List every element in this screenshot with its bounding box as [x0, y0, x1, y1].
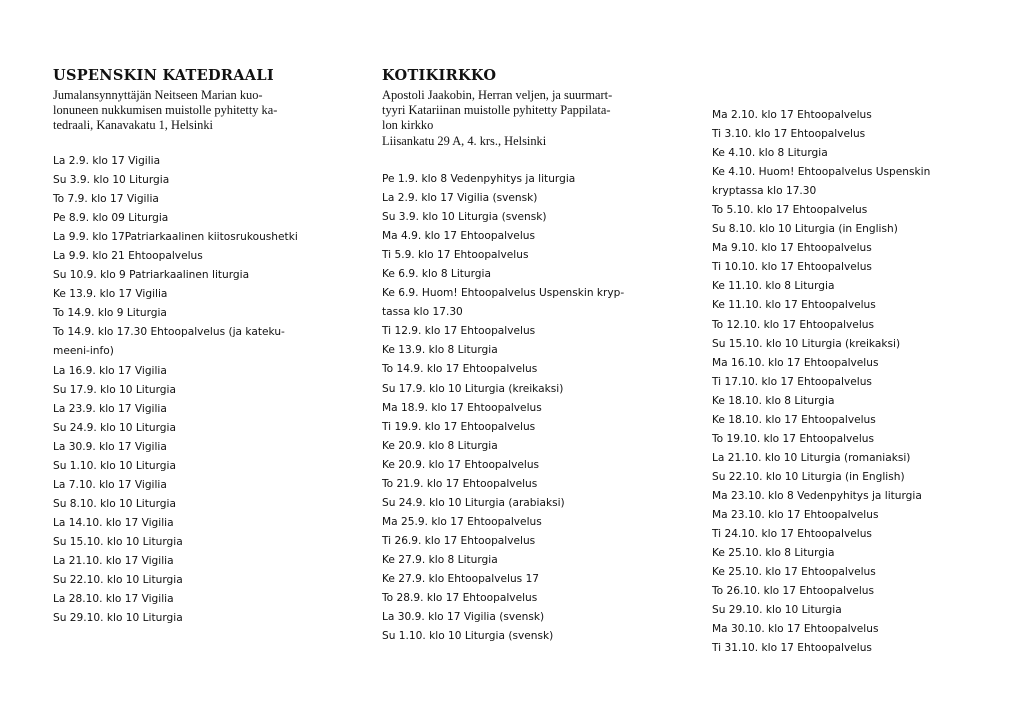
event-line: La 16.9. klo 17 Vigilia — [53, 364, 167, 377]
cathedral-subtitle-line: lonuneen nukkumisen muistolle pyhitetty ka- — [53, 103, 278, 118]
home-church-title: KOTIKIRKKO — [382, 67, 497, 84]
event-line: Su 22.10. klo 10 Liturgia — [53, 574, 183, 587]
event-line: To 26.10. klo 17 Ehtoopalvelus — [712, 585, 875, 598]
event-line: tassa klo 17.30 — [382, 306, 463, 319]
home-church-subtitle-line: lon kirkko — [382, 118, 434, 133]
event-line: Ti 31.10. klo 17 Ehtoopalvelus — [712, 642, 872, 655]
event-line: Su 24.9. klo 10 Liturgia — [53, 421, 176, 434]
event-line: Su 24.9. klo 10 Liturgia (arabiaksi) — [382, 496, 565, 509]
event-line: Ke 25.10. klo 8 Liturgia — [712, 547, 835, 560]
home-church-subtitle-line: Liisankatu 29 A, 4. krs., Helsinki — [382, 133, 547, 148]
home-church-subtitle-line: Apostoli Jaakobin, Herran veljen, ja suurmart- — [382, 88, 613, 102]
home-church-subtitle — [382, 88, 612, 149]
cathedral-subtitle — [53, 88, 277, 134]
event-line: To 5.10. klo 17 Ehtoopalvelus — [712, 204, 868, 217]
event-line: Ke 11.10. klo 8 Liturgia — [712, 280, 835, 293]
event-line: kryptassa klo 17.30 — [712, 185, 817, 198]
event-line: Ma 9.10. klo 17 Ehtoopalvelus — [712, 242, 872, 255]
event-line: To 12.10. klo 17 Ehtoopalvelus — [712, 318, 875, 331]
event-line: Ke 4.10. Huom! Ehtoopalvelus Uspenskin — [712, 166, 931, 179]
event-line: La 28.10. klo 17 Vigilia — [53, 593, 174, 606]
event-line: Pe 1.9. klo 8 Vedenpyhitys ja liturgia — [382, 173, 576, 185]
event-line: Ke 20.9. klo 8 Liturgia — [382, 439, 498, 452]
event-line: Ti 19.9. klo 17 Ehtoopalvelus — [382, 420, 536, 433]
event-line: Su 1.10. klo 10 Liturgia (svensk) — [382, 630, 554, 643]
event-line: Ke 25.10. klo 17 Ehtoopalvelus — [712, 566, 876, 579]
event-line: Ke 27.9. klo Ehtoopalvelus 17 — [382, 572, 540, 585]
event-line: Ti 12.9. klo 17 Ehtoopalvelus — [382, 325, 536, 338]
event-line: Su 3.9. klo 10 Liturgia — [53, 174, 170, 187]
event-line: Ke 20.9. klo 17 Ehtoopalvelus — [382, 458, 540, 471]
event-line: Ke 4.10. klo 8 Liturgia — [712, 147, 828, 160]
event-line: Ma 2.10. klo 17 Ehtoopalvelus — [712, 109, 872, 121]
cathedral-events — [53, 152, 298, 628]
event-line: La 2.9. klo 17 Vigilia — [53, 155, 161, 167]
event-line: To 14.9. klo 17 Ehtoopalvelus — [382, 363, 538, 376]
home-church-subtitle-line: tyyri Katariinan muistolle pyhitetty Pappilata- — [382, 103, 611, 118]
event-line: Ti 17.10. klo 17 Ehtoopalvelus — [712, 375, 872, 388]
event-line: Ma 16.10. klo 17 Ehtoopalvelus — [712, 356, 879, 369]
event-line: Ma 25.9. klo 17 Ehtoopalvelus — [382, 515, 542, 528]
event-line: Ke 6.9. Huom! Ehtoopalvelus Uspenskin kryp- — [382, 287, 625, 300]
event-line: Ma 4.9. klo 17 Ehtoopalvelus — [382, 230, 536, 243]
event-line: La 21.10. klo 10 Liturgia (romaniaksi) — [712, 451, 911, 464]
cathedral-title: USPENSKIN KATEDRAALI — [53, 67, 274, 84]
cathedral-subtitle-line: Jumalansynnyttäjän Neitseen Marian kuo- — [53, 88, 263, 102]
event-line: La 9.9. klo 21 Ehtoopalvelus — [53, 250, 203, 263]
event-line: Ma 23.10. klo 17 Ehtoopalvelus — [712, 508, 879, 521]
event-line: La 30.9. klo 17 Vigilia (svensk) — [382, 611, 545, 624]
event-line: Pe 8.9. klo 09 Liturgia — [53, 212, 169, 225]
event-line: To 28.9. klo 17 Ehtoopalvelus — [382, 592, 538, 605]
event-line: Ke 27.9. klo 8 Liturgia — [382, 553, 498, 566]
event-line: Ma 23.10. klo 8 Vedenpyhitys ja liturgia — [712, 489, 922, 502]
event-line: Su 29.10. klo 10 Liturgia — [53, 612, 183, 625]
event-line: Ma 30.10. klo 17 Ehtoopalvelus — [712, 623, 879, 636]
event-line: La 14.10. klo 17 Vigilia — [53, 516, 174, 529]
event-line: Su 22.10. klo 10 Liturgia (in English) — [712, 470, 905, 483]
event-line: Ti 5.9. klo 17 Ehtoopalvelus — [382, 249, 529, 262]
event-line: Su 29.10. klo 10 Liturgia — [712, 604, 842, 617]
event-line: Ke 18.10. klo 8 Liturgia — [712, 394, 835, 407]
home-church-events — [382, 170, 624, 646]
event-line: La 30.9. klo 17 Vigilia — [53, 440, 167, 453]
event-line: To 19.10. klo 17 Ehtoopalvelus — [712, 432, 875, 445]
event-line: Su 17.9. klo 10 Liturgia (kreikaksi) — [382, 382, 564, 395]
event-line: Ti 10.10. klo 17 Ehtoopalvelus — [712, 261, 872, 274]
event-line: La 2.9. klo 17 Vigilia (svensk) — [382, 192, 538, 205]
event-line: To 7.9. klo 17 Vigilia — [53, 193, 159, 206]
event-line: meeni-info) — [53, 345, 114, 358]
event-line: La 23.9. klo 17 Vigilia — [53, 402, 167, 415]
event-line: Su 1.10. klo 10 Liturgia — [53, 459, 176, 472]
event-line: Ma 18.9. klo 17 Ehtoopalvelus — [382, 401, 542, 414]
event-line: To 14.9. klo 9 Liturgia — [53, 307, 167, 320]
event-line: La 9.9. klo 17Patriarkaalinen kiitosrukoushetki — [53, 231, 298, 244]
event-line: Ke 11.10. klo 17 Ehtoopalvelus — [712, 299, 876, 312]
event-line: La 21.10. klo 17 Vigilia — [53, 554, 174, 567]
event-line: Su 15.10. klo 10 Liturgia (kreikaksi) — [712, 337, 901, 350]
event-line: La 7.10. klo 17 Vigilia — [53, 478, 167, 491]
event-line: Ke 6.9. klo 8 Liturgia — [382, 268, 491, 281]
event-line: Su 8.10. klo 10 Liturgia (in English) — [712, 223, 898, 236]
event-line: Su 15.10. klo 10 Liturgia — [53, 535, 183, 548]
event-line: Su 3.9. klo 10 Liturgia (svensk) — [382, 211, 547, 224]
event-line: To 14.9. klo 17.30 Ehtoopalvelus (ja kateku- — [53, 326, 285, 339]
event-line: Ke 13.9. klo 8 Liturgia — [382, 344, 498, 357]
october-events — [712, 106, 930, 658]
event-line: Su 10.9. klo 9 Patriarkaalinen liturgia — [53, 269, 250, 282]
event-line: Su 17.9. klo 10 Liturgia — [53, 383, 176, 396]
event-line: Ti 24.10. klo 17 Ehtoopalvelus — [712, 528, 872, 541]
event-line: Ke 18.10. klo 17 Ehtoopalvelus — [712, 413, 876, 426]
event-line: Ti 26.9. klo 17 Ehtoopalvelus — [382, 534, 536, 547]
event-line: Ti 3.10. klo 17 Ehtoopalvelus — [712, 128, 866, 141]
event-line: Su 8.10. klo 10 Liturgia — [53, 497, 176, 510]
event-line: To 21.9. klo 17 Ehtoopalvelus — [382, 477, 538, 490]
cathedral-subtitle-line: tedraali, Kanavakatu 1, Helsinki — [53, 118, 213, 133]
event-line: Ke 13.9. klo 17 Vigilia — [53, 288, 168, 301]
